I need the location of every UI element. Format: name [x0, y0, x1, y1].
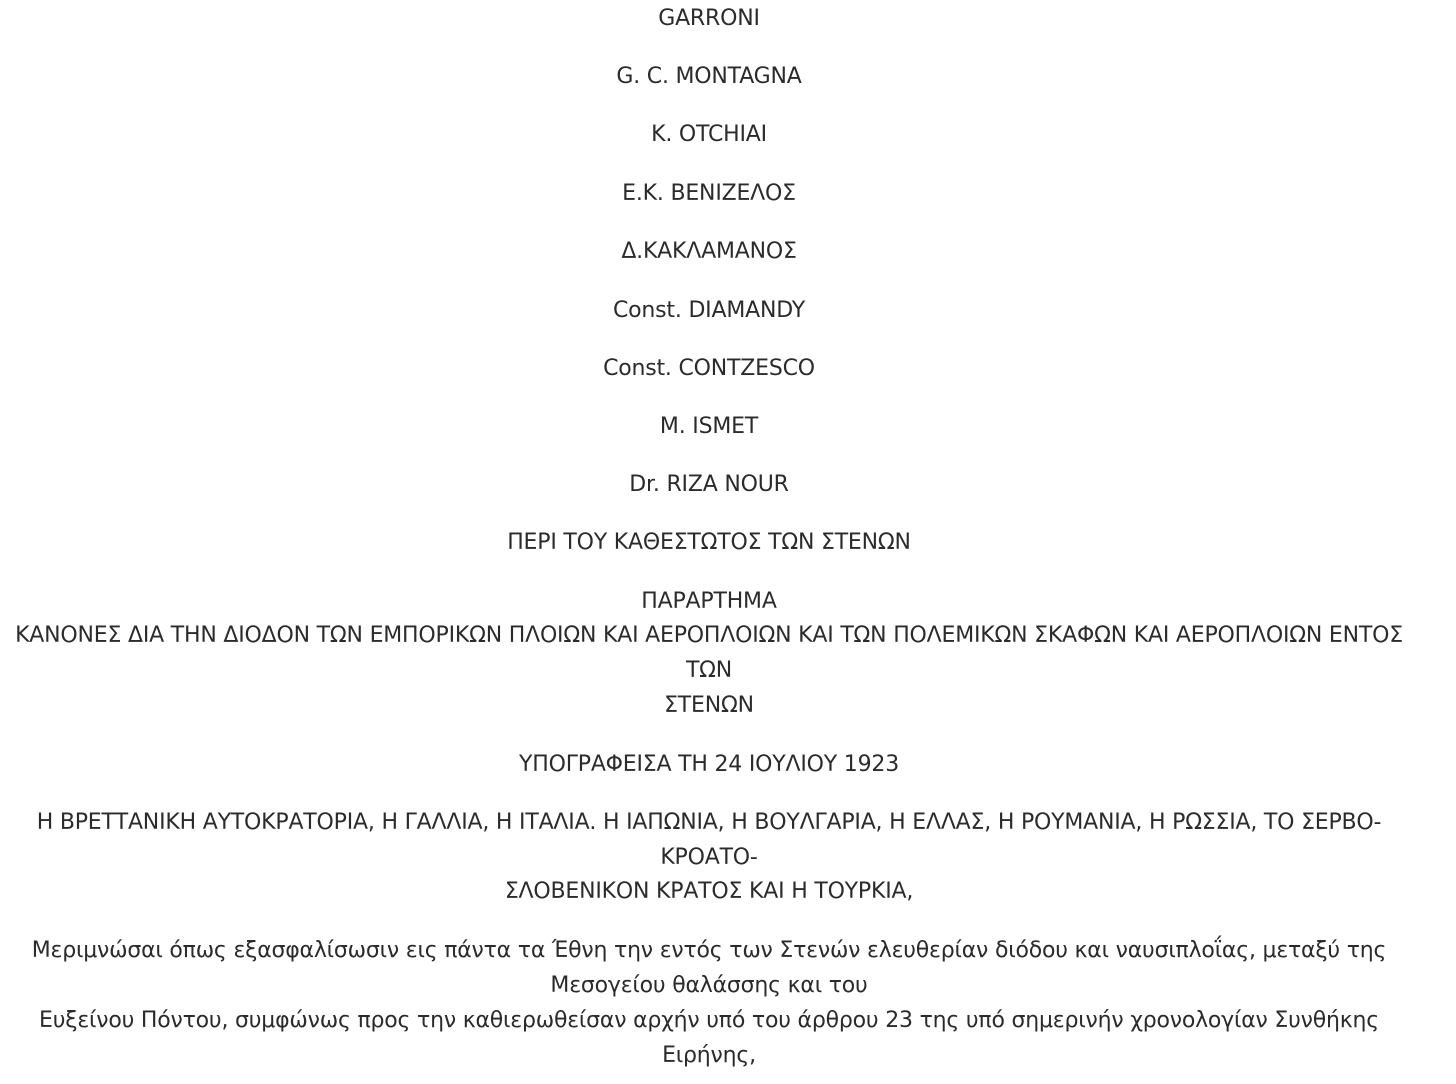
- preamble-line: Μεσογείου θαλάσσης και του: [550, 973, 868, 998]
- preamble-line: Ειρήνης,: [662, 1043, 756, 1068]
- section-title: ΠΕΡΙ ΤΟΥ ΚΑΘΕΣΤΩΤΟΣ ΤΩΝ ΣΤΕΝΩΝ: [507, 530, 911, 555]
- annex-title-line: ΚΑΝΟΝΕΣ ΔΙΑ ΤΗΝ ΔΙΟΔΟΝ ΤΩΝ ΕΜΠΟΡΙΚΩΝ ΠΛΟΙΩΝ ΚΑΙ ΑΕΡΟΠΛΟΙΩΝ ΚΑΙ ΤΩΝ ΠΟΛΕΜΙΚΩΝ ΣΚΑΦΩΝ ΚΑΙ ΑΕΡΟΠΛΟΙΩΝ ΕΝΤΟΣ: [15, 623, 1403, 648]
- annex-title-line: ΤΩΝ: [685, 658, 733, 683]
- preamble-line: Ευξείνου Πόντου, συμφώνως προς την καθιερωθείσαν αρχήν υπό του άρθρου 23 της υπό σημερινήν χρονολογίαν Συνθήκης: [39, 1008, 1379, 1033]
- signatory-name: Δ.ΚΑΚΛΑΜΑΝΟΣ: [621, 239, 797, 264]
- signatory-name: Ε.Κ. ΒΕΝΙΖΕΛΟΣ: [622, 181, 796, 206]
- annex-label: ΠΑΡΑΡΤΗΜΑ: [641, 589, 777, 614]
- parties-line: ΣΛΟΒΕΝΙΚΟΝ ΚΡΑΤΟΣ ΚΑΙ Η ΤΟΥΡΚΙΑ,: [504, 879, 914, 904]
- preamble-line: Μεριμνώσαι όπως εξασφαλίσωσιν εις πάντα τα Έθνη την εντός των Στενών ελευθερίαν διόδου και ναυσιπλοΐας, μεταξύ της: [31, 938, 1387, 963]
- signatory-name: M. ISMET: [659, 414, 759, 439]
- annex-title-line: ΣΤΕΝΩΝ: [664, 693, 754, 718]
- parties-line: Η ΒΡΕΤΤΑΝΙΚΗ ΑΥΤΟΚΡΑΤΟΡΙΑ, Η ΓΑΛΛΙΑ, Η ΙΤΑΛΙΑ. Η ΙΑΠΩΝΙΑ, Η ΒΟΥΛΓΑΡΙΑ, Η ΕΛΛΑΣ, Η ΡΟΥΜΑΝΙΑ, Η ΡΩΣΣΙΑ, ΤΟ ΣΕΡΒΟ-: [36, 810, 1382, 835]
- signatory-name: G. C. MONTAGNA: [616, 64, 802, 89]
- signatory-name: Const. CONTZESCO: [603, 356, 815, 381]
- parties-line: ΚΡΟΑΤΟ-: [660, 845, 758, 870]
- signatory-name: GARRONI: [658, 6, 760, 31]
- signatory-name: K. OTCHIAI: [651, 122, 767, 147]
- signatory-name: Const. DIAMANDY: [613, 298, 805, 323]
- signatory-name: Dr. RIZA NOUR: [629, 472, 789, 497]
- signed-date: ΥΠΟΓΡΑΦΕΙΣΑ ΤΗ 24 ΙΟΥΛΙΟΥ 1923: [519, 752, 899, 777]
